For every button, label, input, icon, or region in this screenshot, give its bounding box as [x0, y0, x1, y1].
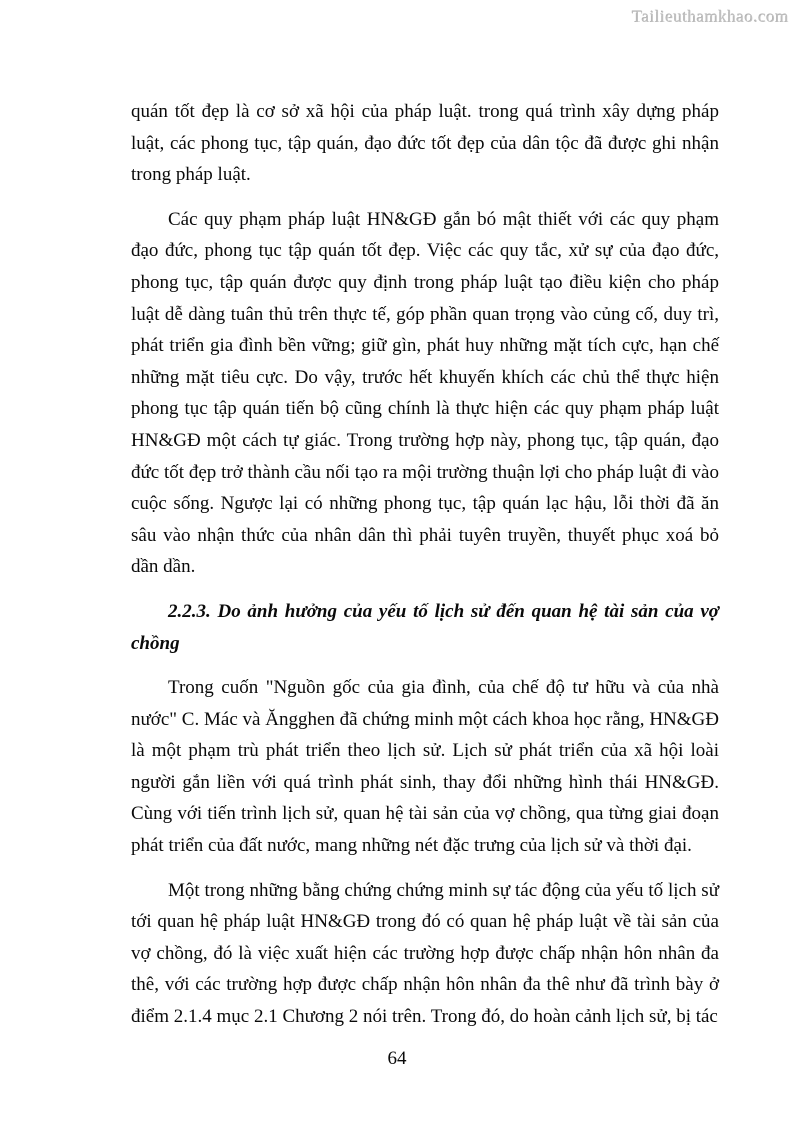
body-paragraph-customs-law: Các quy phạm pháp luật HN&GĐ gắn bó mật thiết với các quy phạm đạo đức, phong tục tập quán tốt đẹp. Việc các quy tắc, xử sự của đạo đức, phong tục, tập quán được quy định trong pháp luật tạo điều kiện cho pháp luật dễ dàng tuân thủ trên thực tế, góp phần quan trọng vào củng cố, duy trì, phát triển gia đình bền vững; giữ gìn, phát huy những mặt tích cực, hạn chế những mặt tiêu cực. Do vậy, trước hết khuyến khích các chủ thể thực hiện phong tục tập quán tiến bộ cũng chính là thực hiện các quy phạm pháp luật HN&GĐ một cách tự giác. Trong trường hợp này, phong tục, tập quán, đạo đức tốt đẹp trở thành cầu nối tạo ra mội trường thuận lợi cho pháp luật đi vào cuộc sống. Ngược lại có những phong tục, tập quán lạc hậu, lỗi thời đã ăn sâu vào nhận thức của nhân dân thì phải tuyên truyền, thuyết phục xoá bỏ dần dần. [131, 208, 719, 578]
page-number: 64 [387, 1048, 407, 1069]
body-paragraph-history-evidence: Một trong những bằng chứng chứng minh sự tác động của yếu tố lịch sử tới quan hệ pháp luật HN&GĐ trong đó có quan hệ pháp luật về tài sản của vợ chồng, đó là việc xuất hiện các trường hợp được chấp nhận hôn nhân đa thê, với các trường hợp được chấp nhận hôn nhân đa thê như đã trình bày ở điểm 2.1.4 mục 2.1 Chương 2 nói trên. Trong đó, do hoàn cảnh lịch sử, bị tác [131, 879, 719, 1028]
watermark: Tailieuthamkhao.com [631, 7, 789, 26]
page-content [131, 96, 719, 1046]
body-paragraph-marx-engels: Trong cuốn "Nguồn gốc của gia đình, của chế độ tư hữu và của nhà nước" C. Mác và Ăngghen đã chứng minh một cách khoa học rằng, HN&GĐ là một phạm trù phát triển theo lịch sử. Lịch sử phát triển của xã hội loài người gắn liền với quá trình phát sinh, thay đổi những hình thái HN&GĐ. Cùng với tiến trình lịch sử, quan hệ tài sản của vợ chồng, qua từng giai đoạn phát triển của đất nước, mang những nét đặc trưng của lịch sử và thời đại. [131, 677, 719, 857]
body-paragraph-continuation: quán tốt đẹp là cơ sở xã hội của pháp luật. trong quá trình xây dựng pháp luật, các phong tục, tập quán, đạo đức tốt đẹp của dân tộc đã được ghi nhận trong pháp luật. [131, 101, 719, 186]
section-heading-2-2-3: 2.2.3. Do ảnh hưởng của yếu tố lịch sử đến quan hệ tài sản của vợ chồng [131, 600, 719, 654]
